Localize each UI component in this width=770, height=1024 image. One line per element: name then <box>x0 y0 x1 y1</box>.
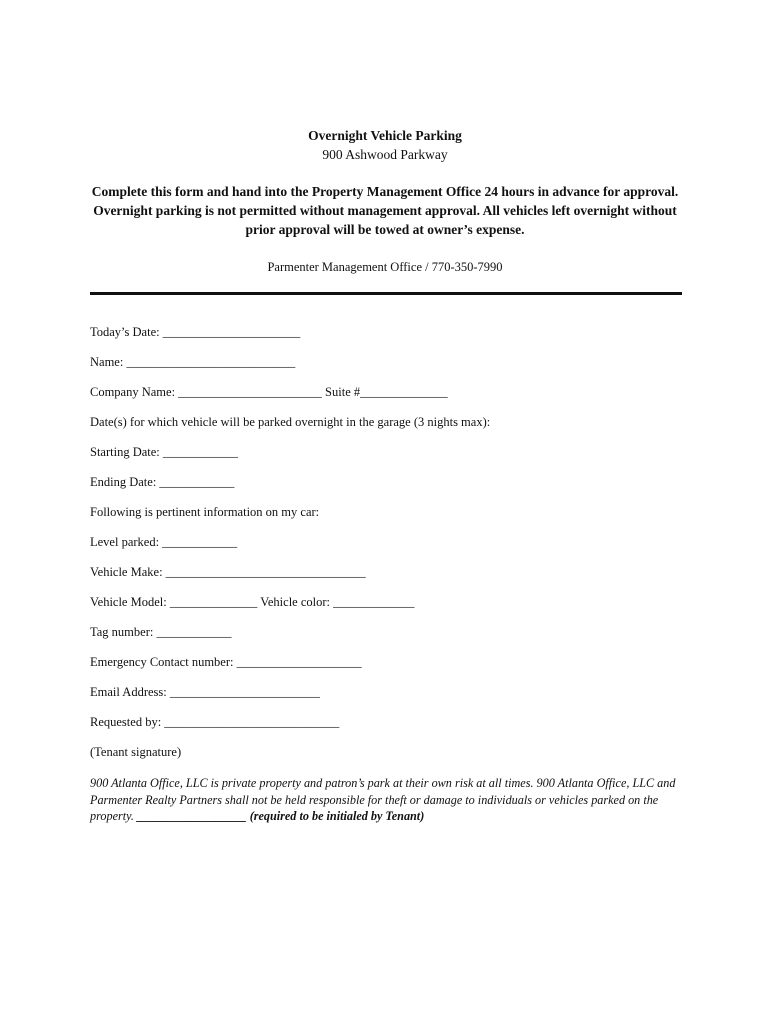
vehicle-model-color-field[interactable]: Vehicle Model: ______________ Vehicle color: _____________ <box>90 595 415 609</box>
todays-date-field[interactable]: Today’s Date: ______________________ <box>90 325 301 339</box>
management-office-contact: Parmenter Management Office / 770-350-7990 <box>267 260 503 274</box>
parking-dates-label: Date(s) for which vehicle will be parked overnight in the garage (3 nights max): <box>90 415 491 429</box>
form-fields <box>90 324 690 774</box>
name-field[interactable]: Name: ___________________________ <box>90 355 296 369</box>
header-divider <box>90 292 682 295</box>
tenant-signature-label: (Tenant signature) <box>90 745 182 759</box>
email-address-field[interactable]: Email Address: ________________________ <box>90 685 320 699</box>
approval-notice: Complete this form and hand into the Property Management Office 24 hours in advance for approval. Overnight parking is not permitted without management approval. All vehicles left overnight without prior approval will be towed at owner’s expense. <box>91 184 679 237</box>
vehicle-make-field[interactable]: Vehicle Make: ________________________________ <box>90 565 366 579</box>
form-title: Overnight Vehicle Parking <box>308 128 462 143</box>
car-info-label: Following is pertinent information on my car: <box>90 505 320 519</box>
disclaimer-text: 900 Atlanta Office, LLC is private property and patron’s park at their own risk at all times. 900 Atlanta Office, LLC and Parmenter Realty Partners shall not be held responsible for theft or damage to individuals or vehicles parked on the property. <box>90 776 676 823</box>
ending-date-field[interactable]: Ending Date: ____________ <box>90 475 235 489</box>
company-suite-field[interactable]: Company Name: _______________________ Suite #______________ <box>90 385 448 399</box>
emergency-contact-field[interactable]: Emergency Contact number: ____________________ <box>90 655 362 669</box>
liability-disclaimer <box>90 775 685 825</box>
form-header <box>0 126 770 275</box>
property-address: 900 Ashwood Parkway <box>322 147 448 162</box>
tag-number-field[interactable]: Tag number: ____________ <box>90 625 232 639</box>
starting-date-field[interactable]: Starting Date: ____________ <box>90 445 238 459</box>
level-parked-field[interactable]: Level parked: ____________ <box>90 535 238 549</box>
requested-by-field[interactable]: Requested by: ____________________________ <box>90 715 340 729</box>
tenant-initials-field[interactable]: __________________ (required to be initialed by Tenant) <box>136 809 425 823</box>
